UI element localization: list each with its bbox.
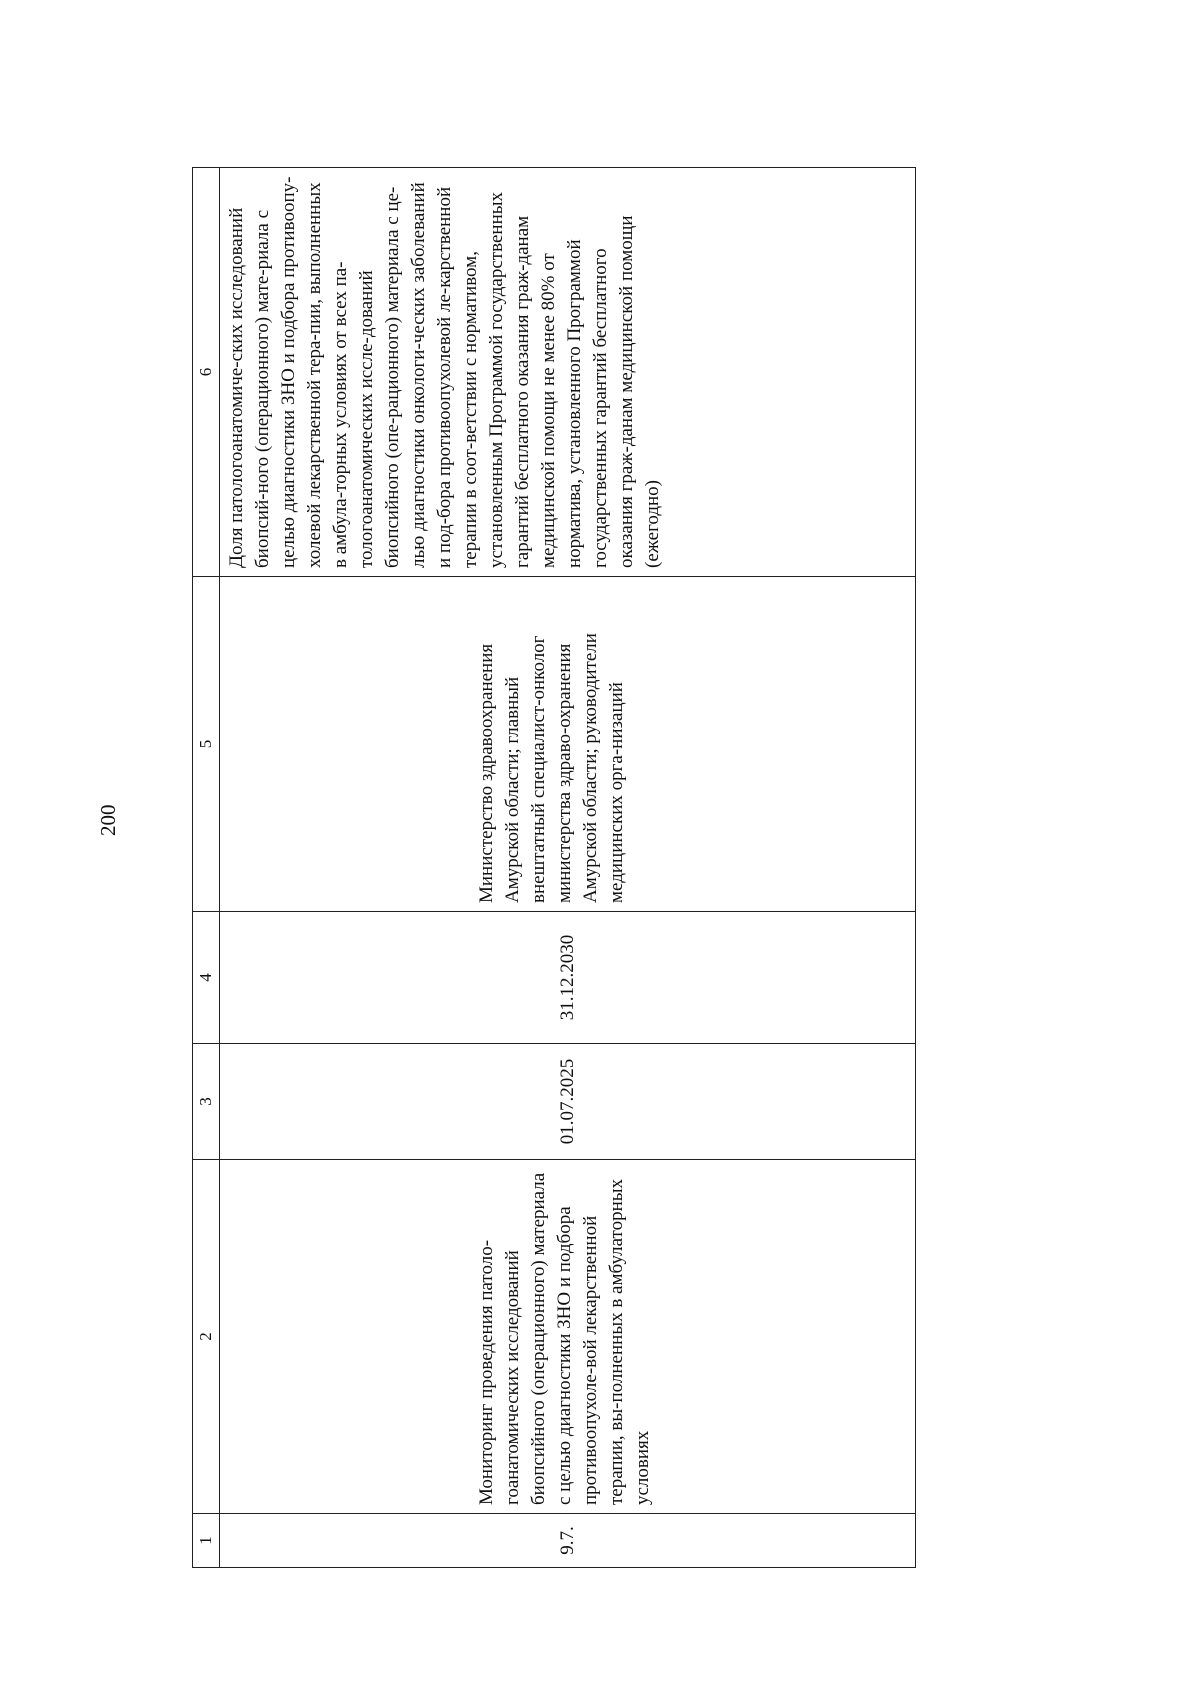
activity-text: Мониторинг проведения патоло-гоанатомических исследований биопсийного (операционного) материала с целью диагностики ЗНО и подбора противоопухоле-вой лекарственной терапии, вы-полненных в амбулаторных условиях: [476, 1172, 653, 1505]
responsible-cell: [220, 577, 916, 912]
end-date-cell: 31.12.2030: [220, 912, 916, 1044]
plan-table: [192, 167, 916, 1568]
column-header: 1: [193, 1514, 220, 1568]
table-header-row: [193, 168, 220, 1568]
column-header: 4: [193, 912, 220, 1044]
start-date-cell: 01.07.2025: [220, 1044, 916, 1160]
rotated-table-container: [192, 168, 916, 1568]
column-header: 5: [193, 577, 220, 912]
page-number: 200: [96, 804, 120, 836]
column-header: 6: [193, 168, 220, 577]
indicator-cell: [220, 168, 916, 577]
row-number: 9.7.: [220, 1514, 916, 1568]
column-header: 2: [193, 1160, 220, 1514]
column-header: 3: [193, 1044, 220, 1160]
table-row: [220, 168, 916, 1568]
responsible-text: Министерство здравоохранения Амурской области; главный внештатный специалист-онколог министерства здраво-охранения Амурской области; руководители медицинских орга-низаций: [476, 633, 627, 903]
indicator-text: Доля патологоанатомиче-ских исследований биопсий-ного (операционного) мате-риала с целью диагностики ЗНО и подбора противоопу-холевой лекарственной тера-пии, выполненных в амбула-торных условиях от всех па-тологоанатомических иссле-дований биопсийного (опе-рационного) материала с це-лью диагностики онкологи-ческих заболеваний и под-бора противоопухолевой ле-карственной терапии в соот-ветствии с нормативом, установленным Программой государственных гарантий бесплатного оказания граж-данам медицинской помощи не менее 80% от норматива, установленного Программой государственных гарантий бесплатного оказания граж-данам медицинской помощи (ежегодно): [226, 176, 663, 568]
activity-cell: [220, 1160, 916, 1514]
